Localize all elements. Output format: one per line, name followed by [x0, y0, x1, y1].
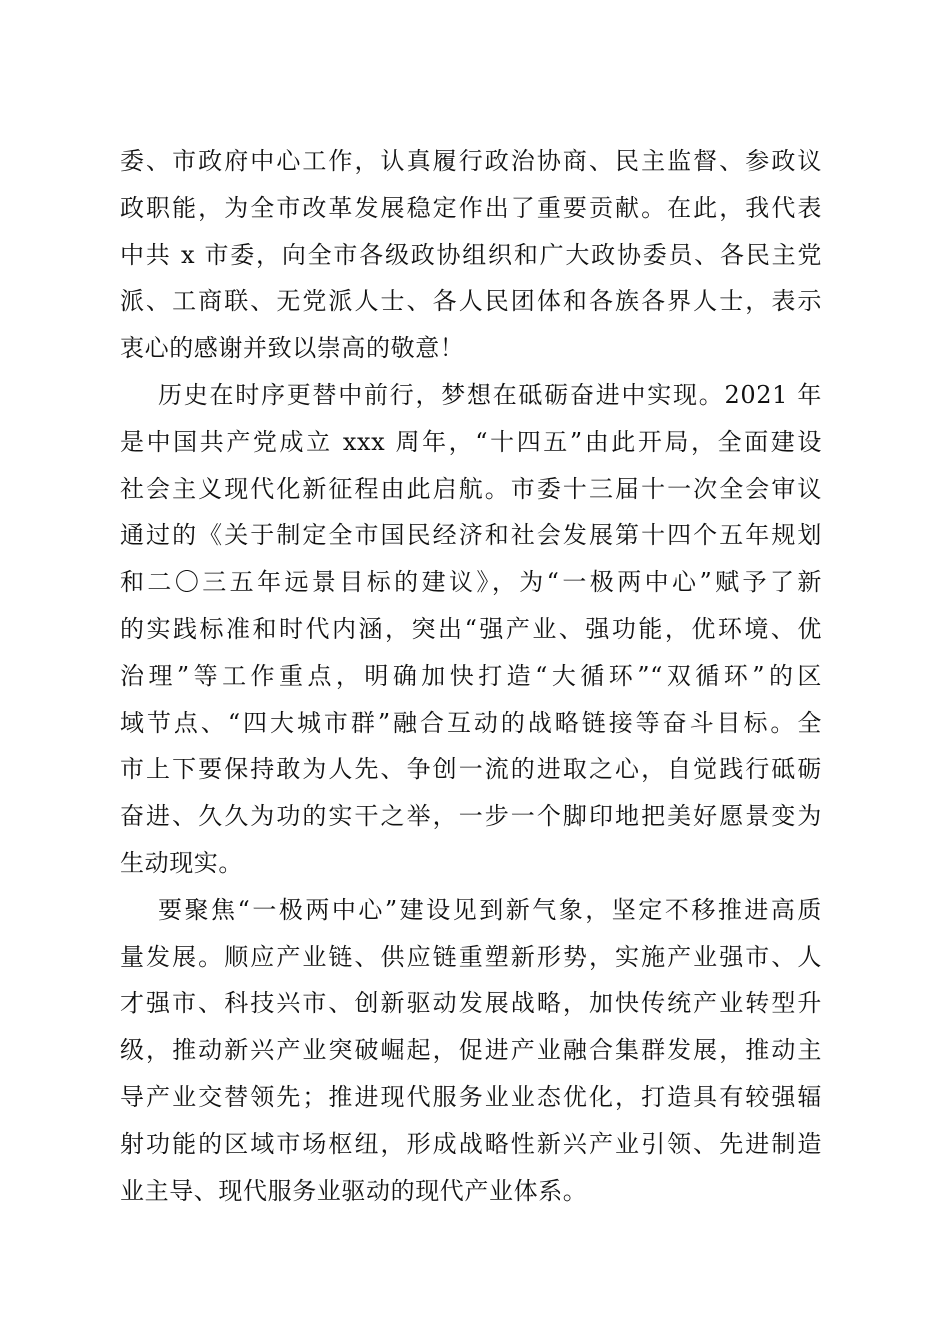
text-line: 生动现实。 — [120, 848, 243, 877]
text-line: 导产业交替领先；推进现代服务业业态优化，打造具有较强辐 — [120, 1082, 822, 1111]
text-line: 射功能的区域市场枢纽，形成战略性新兴产业引领、先进制造 — [120, 1129, 822, 1158]
text-line: 社会主义现代化新征程由此启航。市委十三届十一次全会审议 — [120, 474, 822, 503]
text-line: 委、市政府中心工作，认真履行政治协商、民主监督、参政议 — [120, 147, 822, 175]
paragraph-2 — [120, 372, 822, 887]
text-line: 派、工商联、无党派人士、各人民团体和各族各界人士，表示 — [120, 287, 822, 316]
text-line: 和二〇三五年远景目标的建议》，为“一极两中心”赋予了新 — [120, 568, 822, 597]
document-body — [120, 138, 822, 1214]
text-line: 通过的《关于制定全市国民经济和社会发展第十四个五年规划 — [120, 521, 822, 550]
text-line: 域节点、“四大城市群”融合互动的战略链接等奋斗目标。全 — [120, 708, 822, 737]
text-line: 才强市、科技兴市、创新驱动发展战略，加快传统产业转型升 — [120, 989, 822, 1018]
text-line: 衷心的感谢并致以崇高的敬意！ — [120, 334, 465, 363]
text-line: 市上下要保持敢为人先、争创一流的进取之心，自觉践行砥砺 — [120, 755, 822, 784]
text-line: 中共 x 市委，向全市各级政协组织和广大政协委员、各民主党 — [120, 240, 822, 269]
paragraph-1 — [120, 138, 822, 372]
text-line: 量发展。顺应产业链、供应链重塑新形势，实施产业强市、人 — [120, 942, 822, 971]
text-line: 奋进、久久为功的实干之举，一步一个脚印地把美好愿景变为 — [120, 802, 822, 831]
text-line: 的实践标准和时代内涵，突出“强产业、强功能，优环境、优 — [120, 614, 822, 643]
text-line: 业主导、现代服务业驱动的现代产业体系。 — [120, 1176, 588, 1205]
text-line: 要聚焦“一极两中心”建设见到新气象，坚定不移推进高质 — [158, 895, 822, 924]
text-line: 治理”等工作重点，明确加快打造“大循环”“双循环”的区 — [120, 661, 822, 690]
text-line: 历史在时序更替中前行，梦想在砥砺奋进中实现。2021 年 — [158, 380, 822, 409]
text-line: 级，推动新兴产业突破崛起，促进产业融合集群发展，推动主 — [120, 1036, 822, 1065]
paragraph-3 — [120, 887, 822, 1215]
text-line: 政职能，为全市改革发展稳定作出了重要贡献。在此，我代表 — [120, 193, 822, 222]
text-line: 是中国共产党成立 xxx 周年，“十四五”由此开局，全面建设 — [120, 427, 822, 456]
